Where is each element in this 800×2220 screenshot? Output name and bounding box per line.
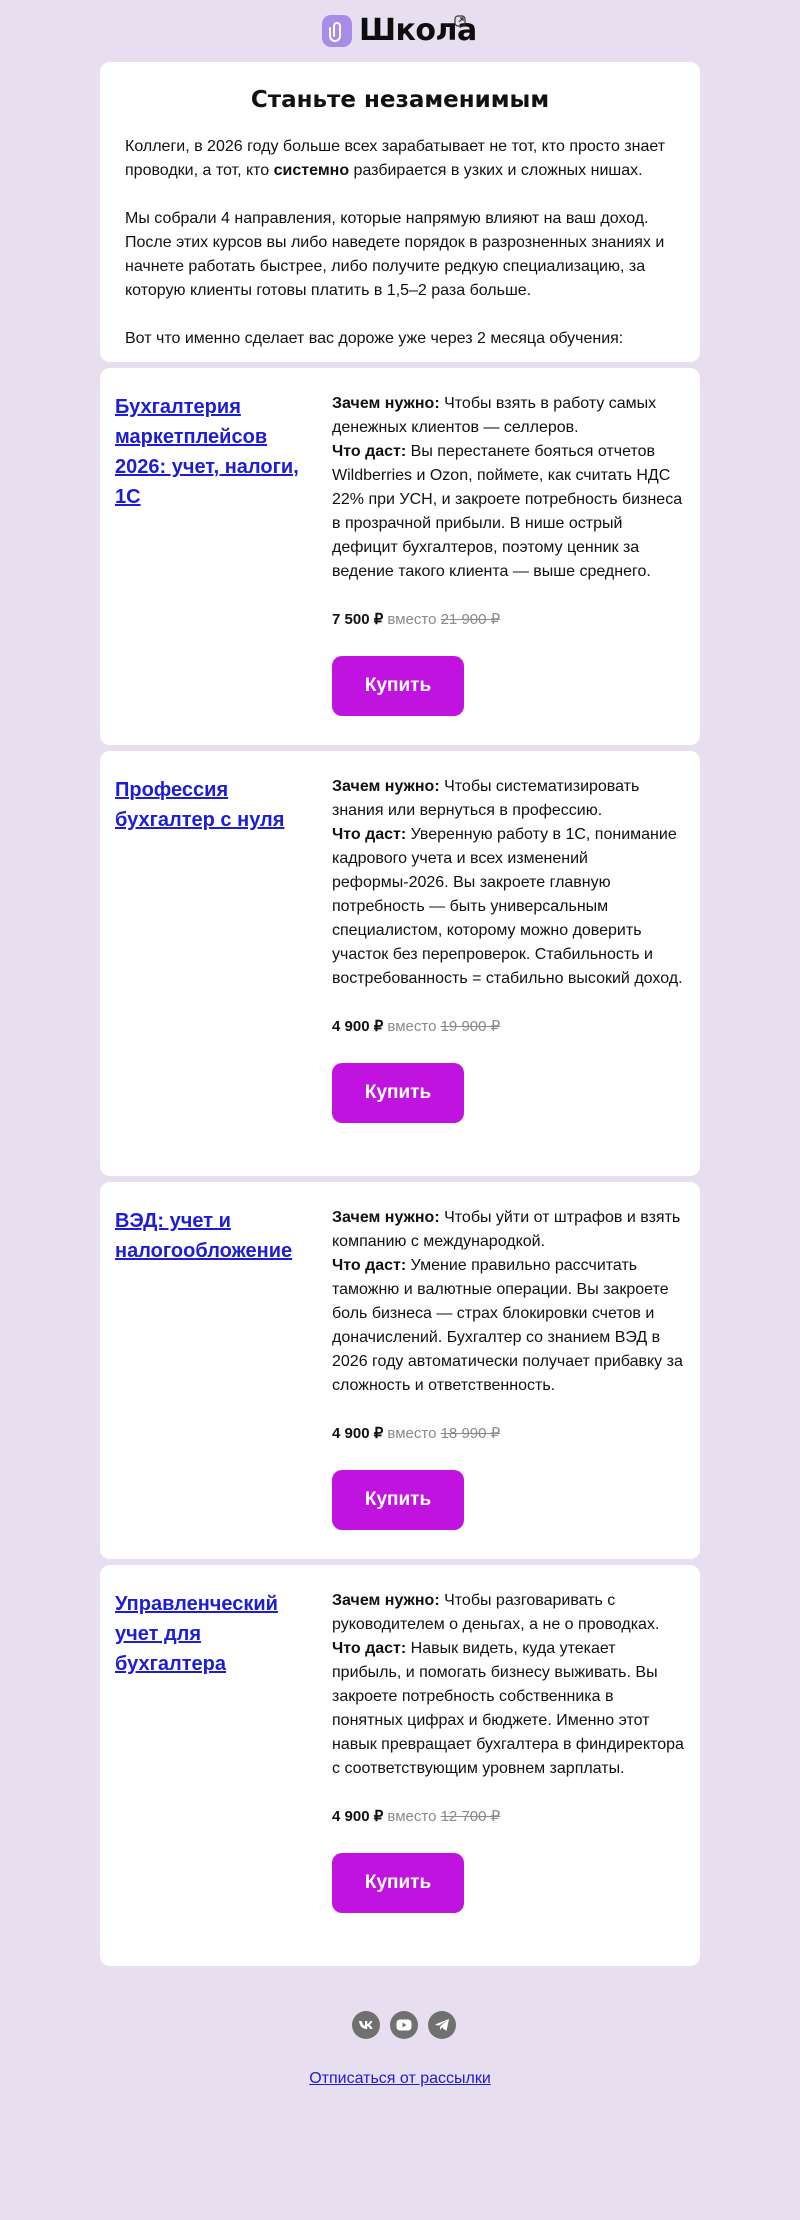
course-title-link[interactable]: Бухгалтерия маркетплейсов 2026: учет, налоги, 1С	[115, 396, 299, 508]
intro-card	[100, 62, 700, 362]
paperclip-icon	[322, 15, 352, 47]
course-card	[100, 751, 700, 1176]
course-title-link[interactable]: ВЭД: учет и налогообложение	[115, 1210, 293, 1262]
course-description: Зачем нужно: Чтобы разговаривать с руководителем о деньгах, а не о проводках. Что даст: Навык видеть, куда утекает прибыль, и помогать бизнесу выживать. Вы закроете потребность собственника в понятных цифрах и бюджете. Именно этот навык превращает бухгалтера в финдиректора с соответствующим уровнем зарплаты. 4 900 ₽ вместо 12 700 ₽ Купить	[332, 1589, 684, 1913]
course-description: Зачем нужно: Чтобы систематизировать знания или вернуться в профессию. Что даст: Уверенную работу в 1С, понимание кадрового учета и всех изменений реформы-2026. Вы закроете главную потребность — быть универсальным специалистом, которому можно доверить участок без перепроверок. Стабильность и востребованность = стабильно высокий доход. 4 900 ₽ вместо 19 900 ₽ Купить	[332, 775, 684, 1123]
course-card	[100, 1182, 700, 1559]
page-title: Станьте незаменимым	[250, 87, 550, 113]
price-line: 4 900 ₽ вместо 12 700 ₽	[332, 1808, 501, 1825]
course-description: Зачем нужно: Чтобы уйти от штрафов и взять компанию с международкой. Что даст: Умение правильно рассчитать таможню и валютные операции. Вы закроете боль бизнеса — страх блокировки счетов и доначислений. Бухгалтер со знанием ВЭД в 2026 году автоматически получает прибавку за сложность и ответственность. 4 900 ₽ вместо 18 990 ₽ Купить	[332, 1206, 684, 1530]
buy-button[interactable]: Купить	[332, 1853, 464, 1913]
social-links	[352, 2011, 456, 2039]
buy-button[interactable]: Купить	[332, 1063, 464, 1123]
vk-icon[interactable]	[352, 2011, 380, 2039]
buy-button[interactable]: Купить	[332, 656, 464, 716]
logo[interactable]	[322, 14, 477, 48]
header	[0, 0, 800, 62]
course-card	[100, 368, 700, 745]
intro-paragraph-2: Мы собрали 4 направления, которые напрямую влияют на ваш доход. После этих курсов вы либо наведете порядок в разрозненных знаниях и начнете работать быстрее, либо получите редкую специализацию, за которую клиенты готовы платить в 1,5–2 раза больше.	[125, 210, 665, 299]
link-badge-icon	[454, 14, 466, 32]
course-description: Зачем нужно: Чтобы взять в работу самых денежных клиентов — селлеров. Что даст: Вы перестанете бояться отчетов Wildberries и Ozon, поймете, как считать НДС 22% при УСН, и закроете потребность бизнеса в прозрачной прибыли. В нише острый дефицит бухгалтеров, поэтому ценник за ведение такого клиента — выше среднего. 7 500 ₽ вместо 21 900 ₽ Купить	[332, 392, 684, 716]
telegram-icon[interactable]	[428, 2011, 456, 2039]
course-title-link[interactable]: Управленческий учет для бухгалтера	[115, 1593, 278, 1675]
price-line: 4 900 ₽ вместо 19 900 ₽	[332, 1018, 501, 1035]
buy-button[interactable]: Купить	[332, 1470, 464, 1530]
logo-text: Школа	[359, 13, 477, 48]
youtube-icon[interactable]	[390, 2011, 418, 2039]
course-card	[100, 1565, 700, 1966]
course-title-link[interactable]: Профессия бухгалтер с нуля	[115, 779, 285, 831]
price-line: 4 900 ₽ вместо 18 990 ₽	[332, 1425, 501, 1442]
unsubscribe-link[interactable]: Отписаться от рассылки	[309, 2070, 491, 2087]
intro-paragraph-3: Вот что именно сделает вас дороже уже через 2 месяца обучения:	[125, 330, 624, 347]
intro-paragraph-1: Коллеги, в 2026 году больше всех зарабатывает не тот, кто просто знает проводки, а тот, кто системно разбирается в узких и сложных нишах.	[125, 138, 666, 179]
price-line: 7 500 ₽ вместо 21 900 ₽	[332, 611, 501, 628]
